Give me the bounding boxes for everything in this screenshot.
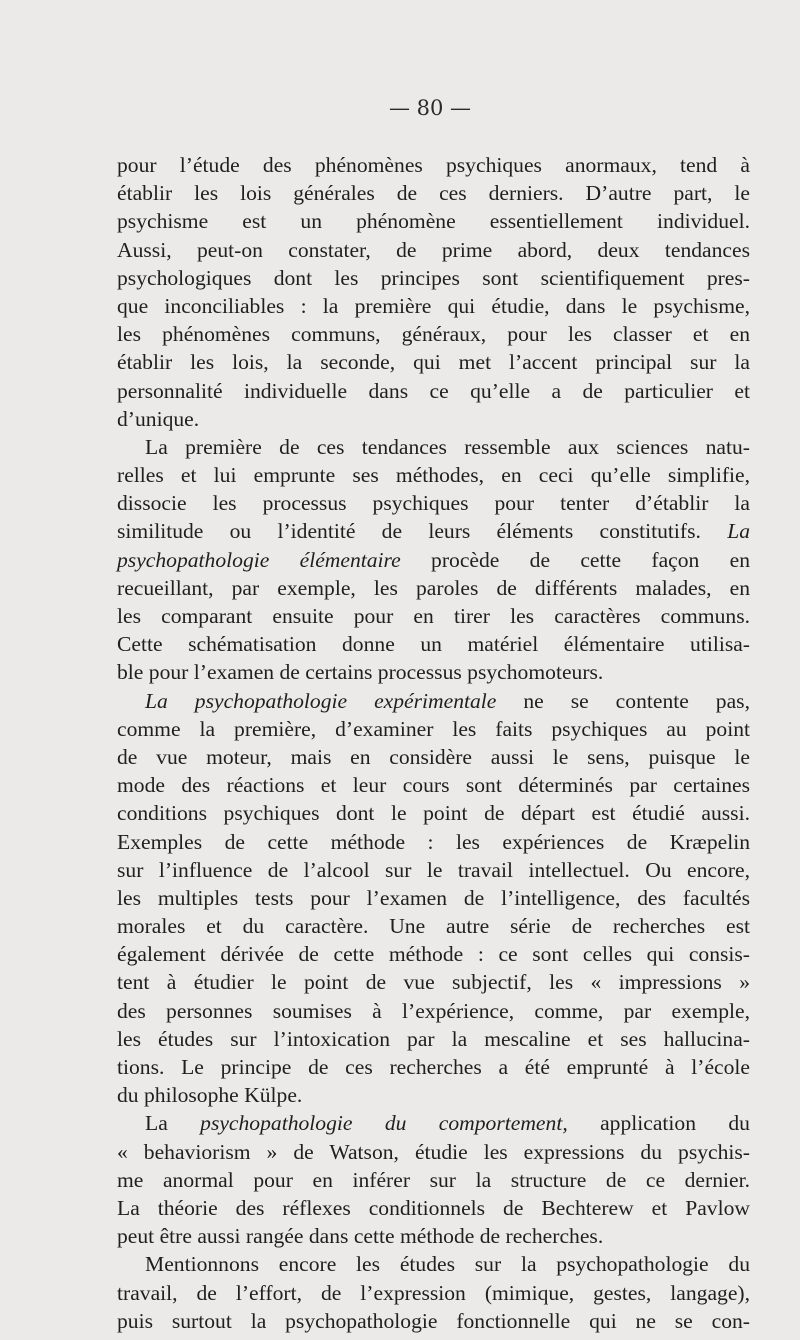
text-segment: les études sur l’intoxication par la mescaline et ses hallucina-	[117, 1026, 750, 1051]
text-line	[117, 715, 750, 743]
text-segment: dissocie les processus psychiques pour tenter d’établir la	[117, 491, 750, 516]
text-segment: me anormal pour en inférer sur la structure de ce dernier.	[117, 1167, 750, 1192]
text-segment: les multiples tests pour l’examen de l’intelligence, des facultés	[117, 885, 750, 910]
text-segment: morales et du caractère. Une autre série de recherches est	[117, 914, 750, 939]
text-line	[117, 828, 750, 856]
italic-term: La	[727, 519, 750, 544]
text-segment: Aussi, peut-on constater, de prime abord, deux tendances	[117, 237, 750, 262]
text-line	[117, 179, 750, 207]
text-segment: également dérivée de cette méthode : ce sont celles qui consis-	[117, 942, 750, 967]
text-line	[117, 771, 750, 799]
text-line	[117, 630, 750, 658]
text-segment: des personnes soumises à l’expérience, comme, par exemple,	[117, 998, 750, 1023]
text-segment: La	[145, 1111, 201, 1136]
text-segment: comme la première, d’examiner les faits psychiques au point	[117, 716, 750, 741]
text-line	[117, 912, 750, 940]
text-segment: les comparant ensuite pour en tirer les caractères communs.	[117, 604, 750, 628]
text-segment: tent à étudier le point de vue subjectif, les « impressions »	[117, 970, 750, 995]
text-segment: Mentionnons encore les études sur la psychopathologie du	[145, 1252, 750, 1277]
text-line	[117, 884, 750, 912]
text-segment: puis surtout la psychopathologie fonctionnelle qui ne se con-	[117, 1308, 750, 1333]
text-segment: établir les lois, la seconde, qui met l’accent principal sur la	[117, 350, 750, 375]
text-line	[117, 1194, 750, 1222]
text-line	[117, 658, 750, 686]
italic-term: psychopathologie élémentaire	[117, 547, 401, 572]
text-line	[117, 1166, 750, 1194]
text-line	[117, 377, 750, 405]
text-segment: travail, de l’effort, de l’expression (mimique, gestes, langage),	[117, 1280, 750, 1305]
text-line	[117, 968, 750, 996]
text-segment: « behaviorism » de Watson, étudie les expressions du psychis-	[117, 1139, 750, 1164]
text-segment: tions. Le principe de ces recherches a été emprunté à l’école	[117, 1055, 750, 1079]
text-segment: La théorie des réflexes conditionnels de Bechterew et Pavlow	[117, 1195, 750, 1220]
text-line	[117, 546, 750, 574]
text-line	[117, 461, 750, 489]
text-line	[117, 1081, 750, 1109]
italic-term: psychopathologie du comportement,	[200, 1111, 568, 1136]
text-line	[117, 856, 750, 884]
text-line	[117, 151, 750, 179]
text-line	[117, 1222, 750, 1250]
text-line	[117, 236, 750, 264]
page-number: — 80 —	[388, 96, 472, 120]
text-line	[117, 602, 750, 630]
text-line	[117, 433, 750, 461]
text-line	[117, 1250, 750, 1278]
text-segment: que inconciliables : la première qui étudie, dans le psychisme,	[117, 293, 750, 318]
text-line	[117, 264, 750, 292]
text-segment: peut être aussi rangée dans cette méthode de recherches.	[117, 1224, 604, 1249]
text-segment: similitude ou l’identité de leurs éléments constitutifs.	[117, 519, 728, 544]
text-segment: mode des réactions et leur cours sont déterminés par certaines	[117, 773, 750, 798]
body-text	[117, 151, 750, 1335]
text-segment: sur l’influence de l’alcool sur le travail intellectuel. Ou encore,	[117, 857, 750, 882]
text-segment: recueillant, par exemple, les paroles de différents malades, en	[117, 575, 750, 600]
text-line	[117, 940, 750, 968]
text-segment: d’unique.	[117, 406, 200, 431]
text-line	[117, 320, 750, 348]
text-segment: du philosophe Külpe.	[117, 1083, 303, 1108]
text-line	[117, 348, 750, 376]
text-segment: ble pour l’examen de certains processus psychomoteurs.	[117, 660, 604, 685]
text-line	[117, 1053, 750, 1081]
text-line	[117, 1109, 750, 1137]
text-segment: Exemples de cette méthode : les expériences de Kræpelin	[117, 829, 750, 854]
text-segment: ne se contente pas,	[496, 688, 750, 713]
italic-term: La psychopathologie expérimentale	[145, 688, 497, 713]
text-line	[117, 405, 750, 433]
text-segment: personnalité individuelle dans ce qu’elle a de particulier et	[117, 378, 750, 403]
text-line	[117, 1025, 750, 1053]
text-line	[117, 574, 750, 602]
text-segment: de vue moteur, mais en considère aussi le sens, puisque le	[117, 744, 750, 769]
text-line	[117, 1279, 750, 1307]
text-segment: les phénomènes communs, généraux, pour les classer et en	[117, 322, 750, 347]
text-line	[117, 1138, 750, 1166]
text-segment: conditions psychiques dont le point de départ est étudié aussi.	[117, 801, 750, 826]
text-segment: application du	[567, 1111, 750, 1136]
text-segment: établir les lois générales de ces derniers. D’autre part, le	[117, 181, 750, 206]
text-segment: psychisme est un phénomène essentiellement individuel.	[117, 209, 750, 234]
text-line	[117, 489, 750, 517]
text-line	[117, 207, 750, 235]
text-line	[117, 743, 750, 771]
text-segment: Cette schématisation donne un matériel élémentaire utilisa-	[117, 632, 750, 657]
text-segment: La première de ces tendances ressemble aux sciences natu-	[145, 434, 750, 459]
text-line	[117, 517, 750, 545]
text-line	[117, 292, 750, 320]
text-segment: procède de cette façon en	[400, 547, 750, 572]
text-segment: relles et lui emprunte ses méthodes, en ceci qu’elle simplifie,	[117, 463, 750, 488]
text-segment: pour l’étude des phénomènes psychiques anormaux, tend à	[117, 153, 750, 177]
text-line	[117, 997, 750, 1025]
text-line	[117, 687, 750, 715]
text-line	[117, 1307, 750, 1335]
text-segment: psychologiques dont les principes sont scientifiquement pres-	[117, 265, 750, 290]
text-line	[117, 799, 750, 827]
